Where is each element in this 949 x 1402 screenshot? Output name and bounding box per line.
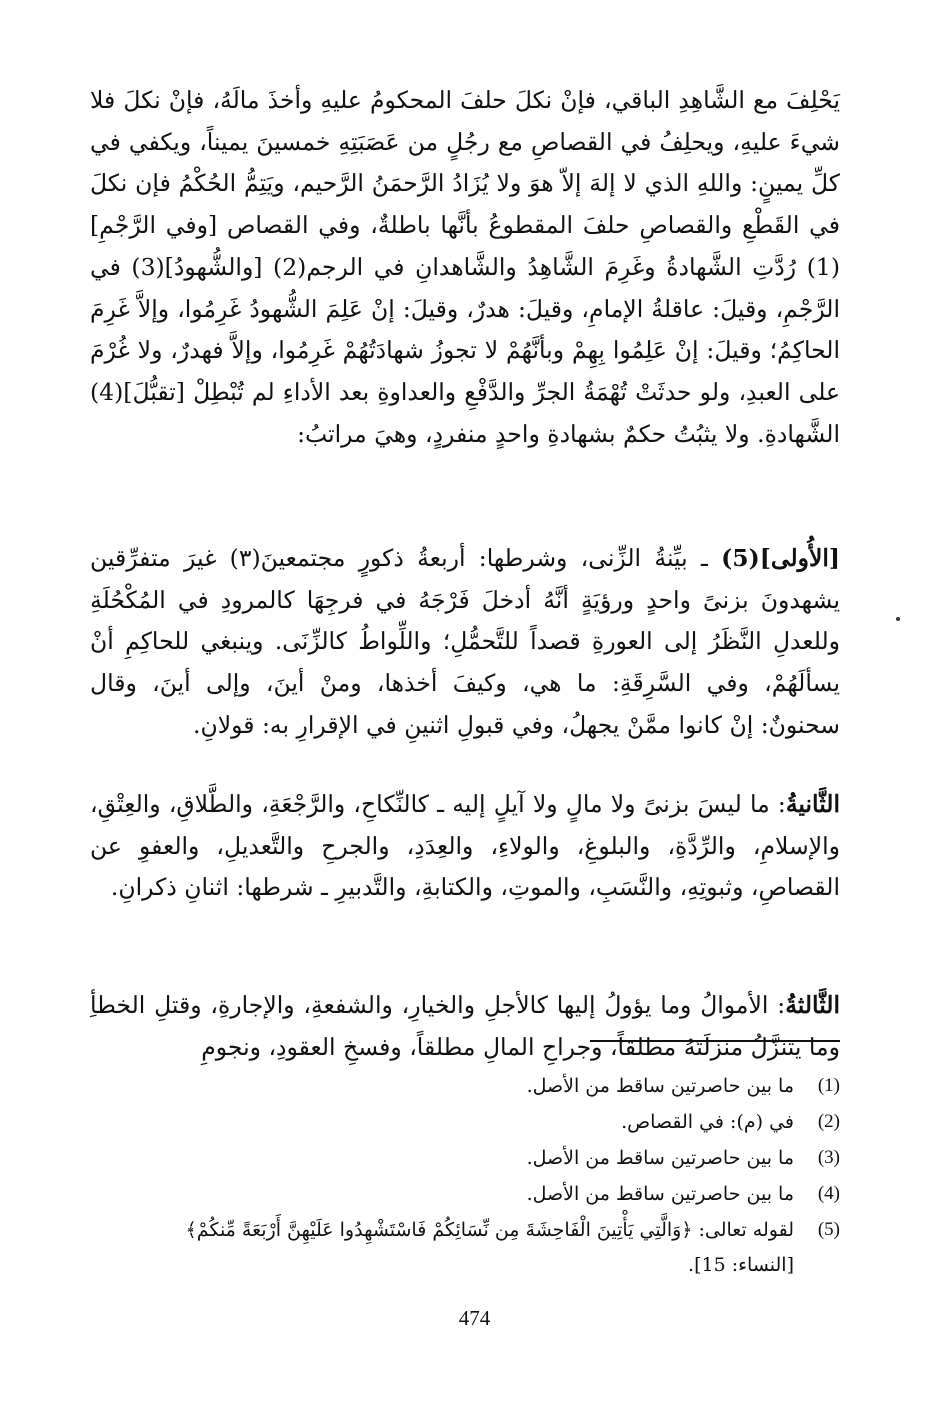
paragraph-gap bbox=[90, 746, 840, 784]
footnote-separator bbox=[590, 1040, 840, 1042]
footnote-1 bbox=[90, 1068, 840, 1104]
footnote-3 bbox=[90, 1140, 840, 1176]
footnote-5-continuation: [النساء: 15]. bbox=[688, 1254, 794, 1276]
footnote-number: (5) bbox=[817, 1219, 840, 1240]
footnote-5 bbox=[90, 1212, 840, 1248]
margin-dot bbox=[896, 617, 900, 621]
footnote-number: (3) bbox=[817, 1147, 840, 1168]
footnote-2 bbox=[90, 1104, 840, 1140]
paragraph-1 bbox=[90, 80, 840, 498]
footnote-number: (2) bbox=[817, 1111, 840, 1132]
footnote-text: ما بين حاصرتين ساقط من الأصل. bbox=[526, 1147, 794, 1169]
paragraph-3-heading: الثَّانيةُ bbox=[785, 790, 840, 818]
paragraph-2-text: ـ بيِّنةُ الزِّنى، وشرطها: أربعةُ ذكورٍ مجتمعينَ(٣) غيرَ متفرِّقين يشهدونَ بزنىً واحدٍ ورؤيَةٍ أنَّهُ أدخلَ فَرْجَهُ في فرجِهَا كالمرودِ في المُكْحُلَةِ وللعدلِ النَّظَرُ إلى العورةِ قصداً للتَّحمُّلِ؛ واللِّواطُ كالزِّنَى. وينبغي للحاكِمِ أنْ يسألَهُمْ، وفي السَّرِقَةِ: ما هي، وكيفَ أخذها، ومنْ أينَ، وإلى أينَ، وقال سحنونٌ: إنْ كانوا ممَّنْ يجهلُ، وفي قبولِ اثنينِ في الإقرارِ به: قولانِ. bbox=[90, 544, 840, 739]
paragraph-4-heading: الثَّالثةُ bbox=[785, 991, 840, 1019]
footnote-text: ما بين حاصرتين ساقط من الأصل. bbox=[526, 1183, 794, 1205]
paragraph-1-text: يَحْلِفَ مع الشَّاهِدِ الباقي، فإنْ نكلَ حلفَ المحكومُ عليهِ وأخذَ مالَهُ، فإنْ نكلَ فلا شيءَ عليهِ، ويحلِفُ في القصاصِ مع رجُلٍ من عَصَبَتِهِ خمسينَ يميناً، ويكفي في كلِّ يمينٍ: واللهِ الذي لا إلهَ إلاّ هوَ ولا يُزَادُ الرَّحمَنُ الرَّحيم، ويَتِمُّ الحُكْمُ فإن نكلَ في القَطْعِ والقصاصِ حلفَ المقطوعُ بأنَّها باطلةٌ، وفي القصاص [وفي الرَّجْمِ](1) رُدَّتِ الشَّهادةُ وغَرِمَ الشَّاهِدُ والشَّاهدانِ في الرجم(2) [والشُّهودُ](3) في الرَّجْمِ، وقيلَ: عاقلةُ الإمامِ، وقيلَ: هدرٌ، وقيلَ: إنْ عَلِمَ الشُّهودُ غَرِمُوا، وإلاَّ غَرِمَ الحاكِمُ؛ وقيلَ: إنْ عَلِمُوا بِهِمْ وبأنَّهُمْ لا تجوزُ شهادَتُهُمْ غَرِمُوا، وإلاَّ فهدرٌ، ولا غُرْمَ على العبدِ، ولو حدثَتْ تُهْمَةُ الجرِّ والدَّفْعِ والعداوةِ بعد الأداءِ لم تُبْطِلْ [تقبُّلَ](4) الشَّهادةِ. ولا يثبُتُ حكمٌ بشهادةِ واحدٍ منفردٍ، وهيَ مراتبُ: bbox=[90, 86, 840, 448]
footnote-text: في (م): في القصاص. bbox=[621, 1111, 794, 1133]
paragraph-gap bbox=[90, 498, 840, 538]
paragraph-3-text: : ما ليسَ بزنىً ولا مالٍ ولا آيلٍ إليه ـ كالنِّكاحِ، والرَّجْعَةِ، والطَّلاقِ، والعِتْقِ، والإسلامِ، والرِّدَّةِ، والبلوغِ، والولاءِ، والعِدَدِ، والجرحِ والتَّعديلِ، والعفوِ عن القصاصِ، وثبوتِهِ، والنَّسَبِ، والموتِ، والكتابةِ، والتَّدبيرِ ـ شرطها: اثنانِ ذكرانِ. bbox=[90, 790, 840, 902]
paragraph-3 bbox=[90, 784, 840, 950]
paragraph-4-text: : الأموالُ وما يؤولُ إليها كالأجلِ والخيارِ، والشفعةِ، والإجارةِ، وقتلِ الخطأِ وما يتنزَّلُ منزلَتَهُ مطلقاً، وجراحِ المالِ مطلقاً، وفسخِ العقودِ، ونجومِ bbox=[90, 991, 840, 1061]
footnotes bbox=[90, 1068, 840, 1282]
footnote-number: (4) bbox=[817, 1183, 840, 1204]
footnote-4 bbox=[90, 1176, 840, 1212]
paragraph-gap bbox=[90, 950, 840, 985]
paragraph-4 bbox=[90, 985, 840, 1068]
paragraph-2-heading: [الأُولى](5) bbox=[721, 544, 841, 572]
page-number: 474 bbox=[458, 1306, 491, 1330]
paragraph-2 bbox=[90, 538, 840, 746]
footnote-text: ما بين حاصرتين ساقط من الأصل. bbox=[526, 1075, 794, 1097]
page-body bbox=[90, 80, 841, 1276]
footnote-text: لقوله تعالى: ﴿وَالَّتِي يَأْتِينَ الْفَاحِشَةَ مِن نِّسَائِكُمْ فَاسْتَشْهِدُوا عَلَيْهِنَّ أَرْبَعَةً مِّنكُمْ﴾ bbox=[185, 1219, 794, 1241]
footnote-number: (1) bbox=[817, 1075, 840, 1096]
